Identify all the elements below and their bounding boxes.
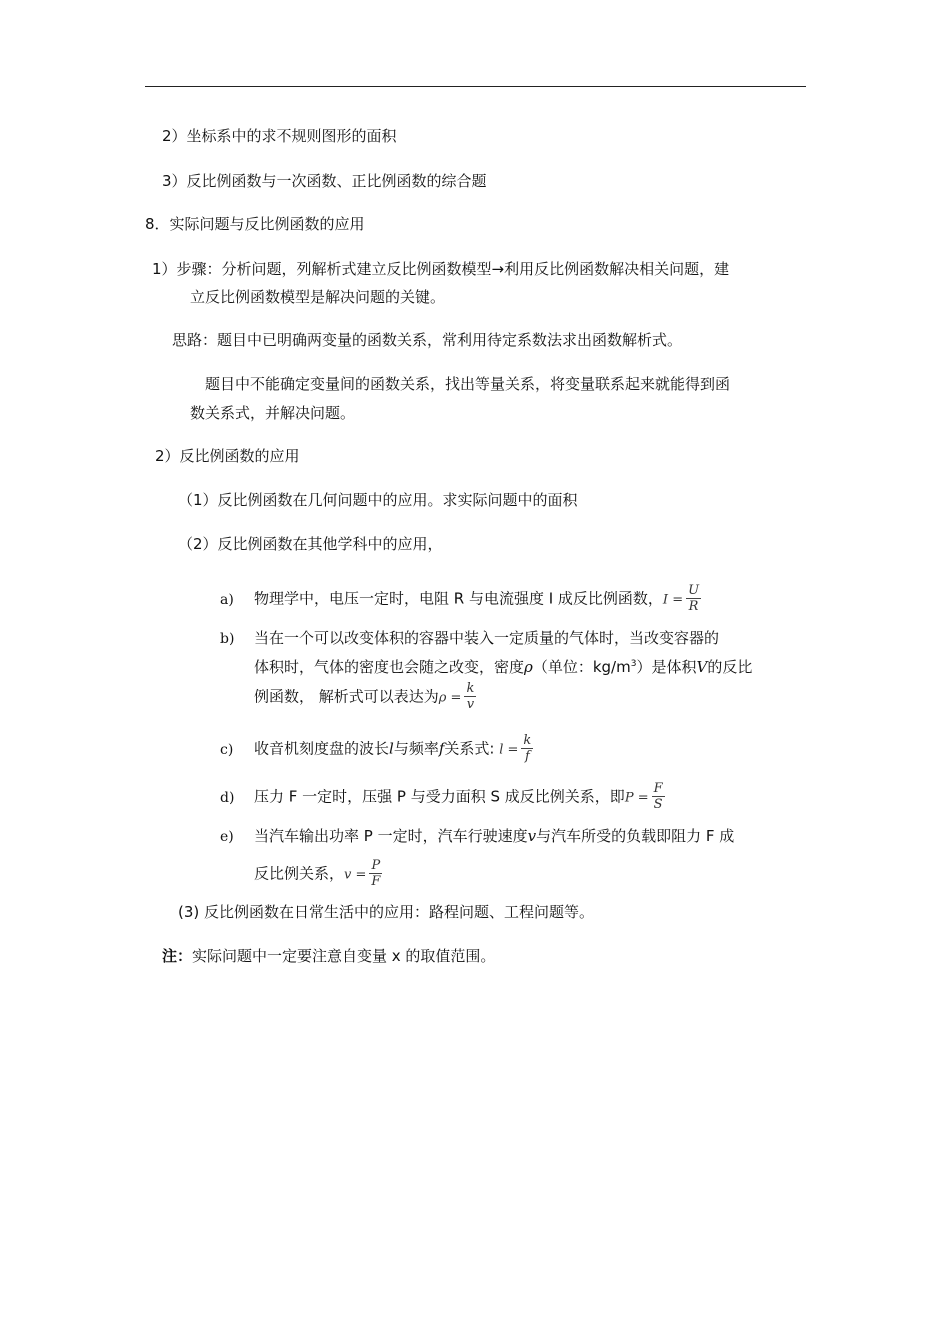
note-text: 实际问题中一定要注意自变量 x 的取值范围。 bbox=[192, 947, 496, 965]
item-c-text-1: 收音机刻度盘的波长 bbox=[254, 739, 390, 758]
item-a-text: 物理学中，电压一定时，电阻 R 与电流强度 I 成反比例函数， bbox=[254, 589, 663, 608]
item-b-text-2c: ）是体积 bbox=[636, 658, 697, 676]
item-d bbox=[220, 781, 665, 813]
item-a-numerator: U bbox=[688, 583, 700, 598]
section-8-heading: 8．实际问题与反比例函数的应用 bbox=[145, 215, 365, 233]
item-d-denominator: S bbox=[653, 797, 663, 812]
item-b-lhs: ρ = bbox=[438, 690, 462, 706]
item-c-lhs: l = bbox=[499, 742, 519, 758]
item-b-text-1: 当在一个可以改变体积的容器中装入一定质量的气体时，当改变容器的 bbox=[254, 629, 720, 647]
item-b-text-3: 例函数， 解析式可以表达为 bbox=[254, 687, 439, 706]
item-b-text-2d: 的反比 bbox=[707, 658, 753, 676]
item-b-line-1 bbox=[220, 628, 719, 649]
item-e-fraction bbox=[369, 858, 382, 890]
item-c-fraction bbox=[521, 733, 533, 765]
item-b-text-2b: （单位：kg/m bbox=[532, 658, 631, 676]
item-e-lhs: v = bbox=[344, 867, 367, 883]
item-e-line-1 bbox=[220, 826, 734, 847]
item-d-text: 压力 F 一定时，压强 P 与受力面积 S 成反比例关系，即 bbox=[254, 787, 625, 806]
item-e-line-2 bbox=[254, 858, 382, 890]
item-b-denominator: v bbox=[466, 697, 475, 712]
item-b-line-3 bbox=[254, 681, 476, 713]
item-c-text-3: 关系式: bbox=[444, 739, 500, 758]
item-c-label: c) bbox=[220, 741, 234, 758]
item-e-text-2: 反比例关系， bbox=[254, 864, 345, 883]
application-daily-life: (3) 反比例函数在日常生活中的应用：路程问题、工程问题等。 bbox=[178, 903, 595, 921]
steps-line-1: 1）步骤：分析问题，列解析式建立反比例函数模型→利用反比例函数解决相关问题，建 bbox=[152, 260, 730, 278]
item-b-label: b) bbox=[220, 631, 235, 647]
item-b-volume-symbol: V bbox=[696, 658, 708, 676]
item-b-numerator: k bbox=[466, 681, 475, 696]
item-d-fraction bbox=[652, 781, 665, 813]
item-e-v-symbol: v bbox=[527, 827, 537, 845]
item-c-text-2: 与频率 bbox=[393, 739, 439, 758]
item-e-text-1b: 与汽车所受的负载即阻力 F 成 bbox=[536, 827, 735, 845]
item-d-numerator: F bbox=[653, 781, 663, 796]
application-other-subjects: （2）反比例函数在其他学科中的应用， bbox=[178, 535, 443, 553]
steps-line-2: 立反比例函数模型是解决问题的关键。 bbox=[190, 288, 446, 306]
item-2-irregular-area: 2）坐标系中的求不规则图形的面积 bbox=[162, 127, 397, 145]
item-3-combined-functions: 3）反比例函数与一次函数、正比例函数的综合题 bbox=[162, 172, 487, 190]
header-rule bbox=[145, 86, 806, 87]
item-a-fraction bbox=[686, 583, 701, 615]
item-e-numerator: P bbox=[371, 858, 381, 873]
application-geometry: （1）反比例函数在几何问题中的应用。求实际问题中的面积 bbox=[178, 491, 578, 509]
item-d-lhs: P = bbox=[624, 790, 649, 806]
item-e-denominator: F bbox=[371, 874, 381, 889]
item-b-line-2 bbox=[254, 654, 752, 677]
item-b-rho: ρ bbox=[524, 658, 533, 676]
item-c-f-symbol: f bbox=[438, 739, 445, 758]
approach-line-2: 题目中不能确定变量间的函数关系，找出等量关系，将变量联系起来就能得到函 bbox=[205, 375, 731, 393]
item-b-sup: 3 bbox=[630, 659, 637, 669]
item-c-denominator: f bbox=[524, 749, 530, 764]
approach-line-3: 数关系式，并解决问题。 bbox=[190, 404, 356, 422]
item-e-text-1a: 当汽车输出功率 P 一定时，汽车行驶速度 bbox=[254, 827, 528, 845]
item-a-denominator: R bbox=[688, 599, 699, 614]
item-d-label: d) bbox=[220, 789, 235, 806]
item-e-label: e) bbox=[220, 829, 234, 845]
note bbox=[162, 946, 495, 966]
item-a-lhs: I = bbox=[662, 592, 684, 608]
item-b-fraction bbox=[464, 681, 476, 713]
approach-line-1: 思路：题目中已明确两变量的函数关系，常利用待定系数法求出函数解析式。 bbox=[172, 331, 683, 349]
item-a-label: a) bbox=[220, 591, 234, 608]
item-c-l-symbol: l bbox=[389, 739, 394, 758]
note-label: 注： bbox=[162, 947, 193, 965]
item-a bbox=[220, 583, 701, 615]
applications-heading: 2）反比例函数的应用 bbox=[155, 447, 300, 465]
item-c-numerator: k bbox=[523, 733, 532, 748]
item-c bbox=[220, 733, 533, 765]
item-b-text-2a: 体积时，气体的密度也会随之改变，密度 bbox=[254, 658, 525, 676]
